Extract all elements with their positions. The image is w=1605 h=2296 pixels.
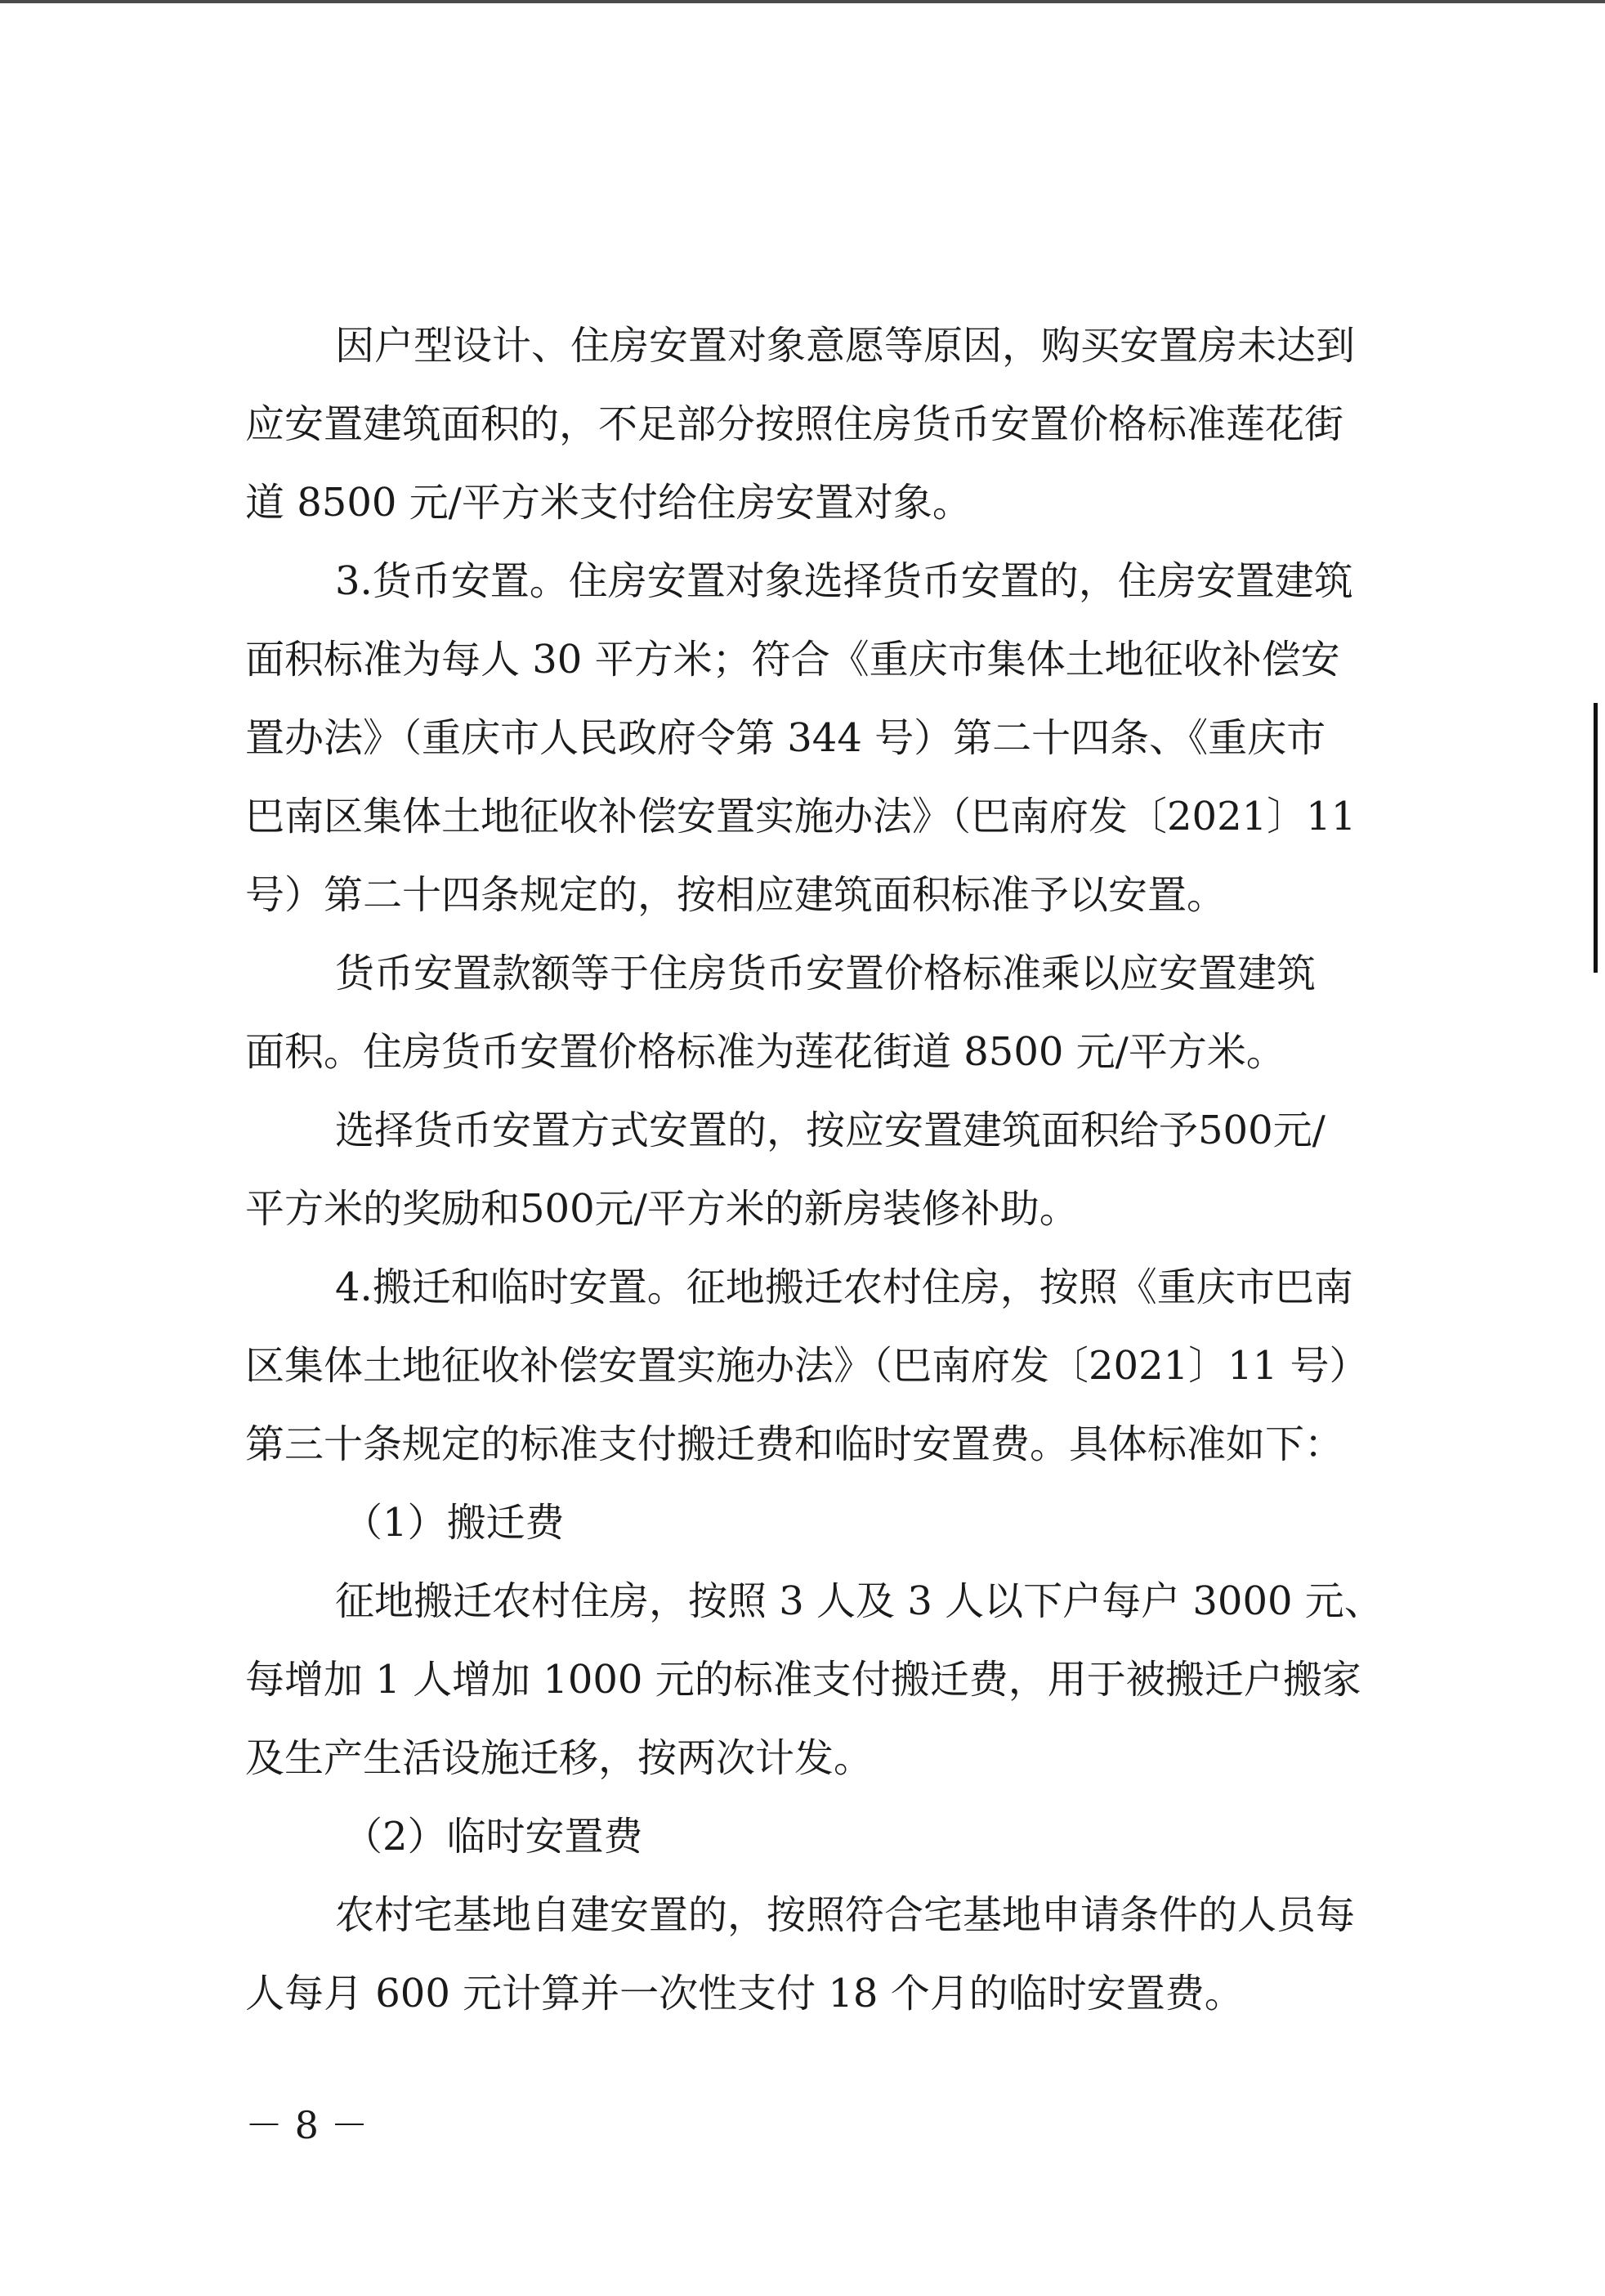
paragraph-line: 置办法》（重庆市人民政府令第 344 号）第二十四条、《重庆市 xyxy=(245,715,1326,761)
paragraph-line: 号）第二十四条规定的，按相应建筑面积标准予以安置。 xyxy=(245,872,1227,918)
paragraph-line: 3.货币安置。住房安置对象选择货币安置的，住房安置建筑 xyxy=(335,558,1353,604)
scan-edge-mark xyxy=(1594,703,1598,973)
section-subheading: （2）临时安置费 xyxy=(343,1814,643,1860)
paragraph-line: 巴南区集体土地征收补偿安置实施办法》（巴南府发〔2021〕11 xyxy=(245,794,1357,839)
scan-top-edge xyxy=(0,0,1605,3)
paragraph-line: 选择货币安置方式安置的，按应安置建筑面积给予500元/ xyxy=(335,1108,1326,1153)
paragraph-line: 道 8500 元/平方米支付给住房安置对象。 xyxy=(245,480,972,526)
paragraph-line: 货币安置款额等于住房货币安置价格标准乘以应安置建筑 xyxy=(335,951,1317,996)
paragraph-line: 面积。住房货币安置价格标准为莲花街道 8500 元/平方米。 xyxy=(245,1029,1285,1075)
paragraph-line: 4.搬迁和临时安置。征地搬迁农村住房，按照《重庆市巴南 xyxy=(335,1264,1353,1310)
paragraph-line: 面积标准为每人 30 平方米；符合《重庆市集体土地征收补偿安 xyxy=(245,637,1340,683)
paragraph-line: 征地搬迁农村住房，按照 3 人及 3 人以下户每户 3000 元、 xyxy=(335,1578,1384,1624)
paragraph-line: 农村宅基地自建安置的，按照符合宅基地申请条件的人员每 xyxy=(335,1892,1356,1938)
paragraph-line: 第三十条规定的标准支付搬迁费和临时安置费。具体标准如下： xyxy=(245,1421,1344,1467)
paragraph-line: 及生产生活设施迁移，按两次计发。 xyxy=(245,1735,874,1781)
document-body xyxy=(245,307,1446,2033)
paragraph-line: 区集体土地征收补偿安置实施办法》（巴南府发〔2021〕11 号） xyxy=(245,1343,1369,1389)
section-subheading: （1）搬迁费 xyxy=(343,1500,565,1546)
paragraph-line: 因户型设计、住房安置对象意愿等原因，购买安置房未达到 xyxy=(335,323,1356,369)
page-number: － 8 － xyxy=(245,2103,369,2147)
paragraph-line: 每增加 1 人增加 1000 元的标准支付搬迁费，用于被搬迁户搬家 xyxy=(245,1657,1361,1703)
paragraph-line: 人每月 600 元计算并一次性支付 18 个月的临时安置费。 xyxy=(245,1971,1244,2016)
paragraph-line: 平方米的奖励和500元/平方米的新房装修补助。 xyxy=(245,1186,1079,1232)
paragraph-line: 应安置建筑面积的，不足部分按照住房货币安置价格标准莲花街 xyxy=(245,401,1344,447)
